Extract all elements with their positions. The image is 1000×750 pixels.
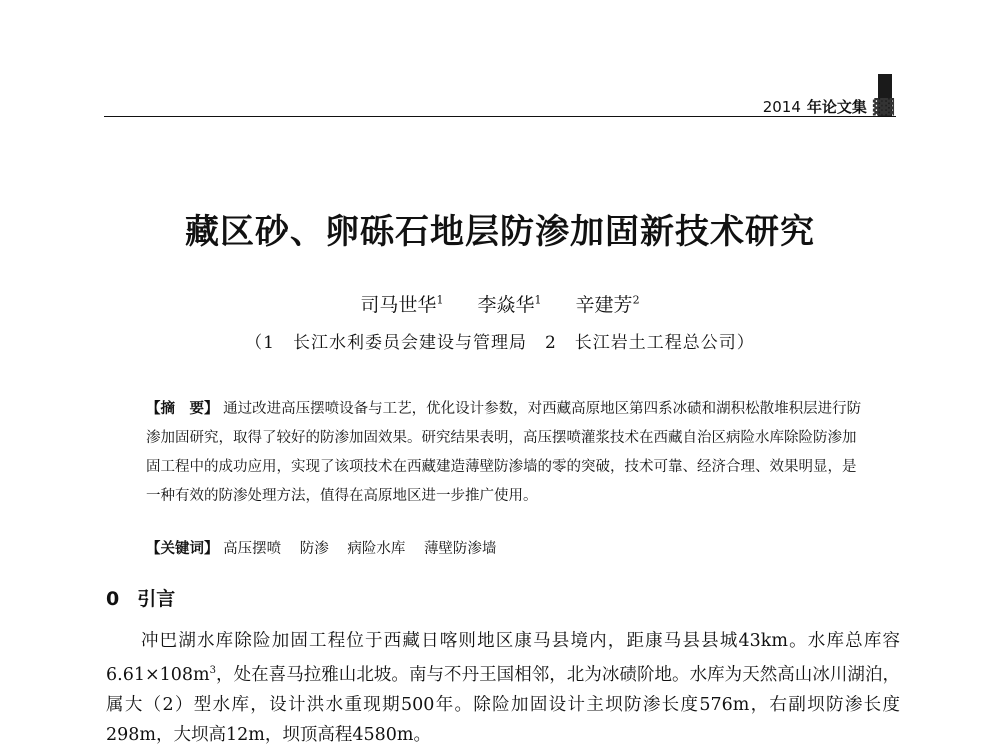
keywords <box>146 537 866 558</box>
author-affil-mark: 1 <box>534 293 542 307</box>
running-header <box>763 96 892 117</box>
author-name: 司马世华 <box>360 294 437 316</box>
keyword: 高压摆喷 <box>223 541 282 557</box>
header-year: 2014 <box>762 97 801 116</box>
affiliations: （1 长江水利委员会建设与管理局 2 长江岩土工程总公司） <box>245 333 755 353</box>
author <box>360 294 443 316</box>
keyword: 病险水库 <box>347 541 406 557</box>
abstract <box>146 394 866 511</box>
header-label: 年论文集 <box>806 98 867 116</box>
body-text-part1: 冲巴湖水库除险加固工程位于西藏日喀则地区康马县境内，距康马县县城43km。水库总库容6.61×108m <box>106 631 900 685</box>
header-logo-mark: ▓▓ <box>872 97 892 116</box>
author-name: 辛建芳 <box>575 294 633 316</box>
body-superscript: 3 <box>209 665 216 676</box>
keyword: 防渗 <box>299 541 329 557</box>
author <box>576 294 640 316</box>
section-heading <box>106 584 175 611</box>
keywords-label: 【关键词】 <box>146 540 219 557</box>
author-affil-mark: 2 <box>632 293 640 307</box>
author-name: 李焱华 <box>477 294 535 316</box>
author-affil-mark: 1 <box>436 293 444 307</box>
section-title: 引言 <box>137 588 176 610</box>
body-paragraph <box>106 626 900 750</box>
header-rule <box>104 116 896 117</box>
body-text-part2: ，处在喜马拉雅山北坡。南与不丹王国相邻，北为冰碛阶地。水库为天然高山冰川湖泊，属大（2）型水库，设计洪水重现期500年。除险加固设计主坝防渗长度576m，右副坝防渗长度298m，大坝高12m，坝顶高程4580m。 <box>106 664 900 745</box>
keyword: 薄壁防渗墙 <box>423 541 497 557</box>
paper-title: 藏区砂、卵砾石地层防渗加固新技术研究 <box>185 212 815 252</box>
section-number: 0 <box>106 588 120 610</box>
author <box>477 294 541 316</box>
author-list <box>0 290 1000 317</box>
abstract-label: 【摘 要】 <box>146 400 219 417</box>
abstract-text: 通过改进高压摆喷设备与工艺，优化设计参数，对西藏高原地区第四系冰碛和湖积松散堆积层进行防渗加固研究，取得了较好的防渗加固效果。研究结果表明，高压摆喷灌浆技术在西藏自治区病险水库除险防渗加固工程中的成功应用，实现了该项技术在西藏建造薄壁防渗墙的零的突破，技术可靠、经济合理、效果明显，是一种有效的防渗处理方法，值得在高原地区进一步推广使用。 <box>146 401 862 504</box>
